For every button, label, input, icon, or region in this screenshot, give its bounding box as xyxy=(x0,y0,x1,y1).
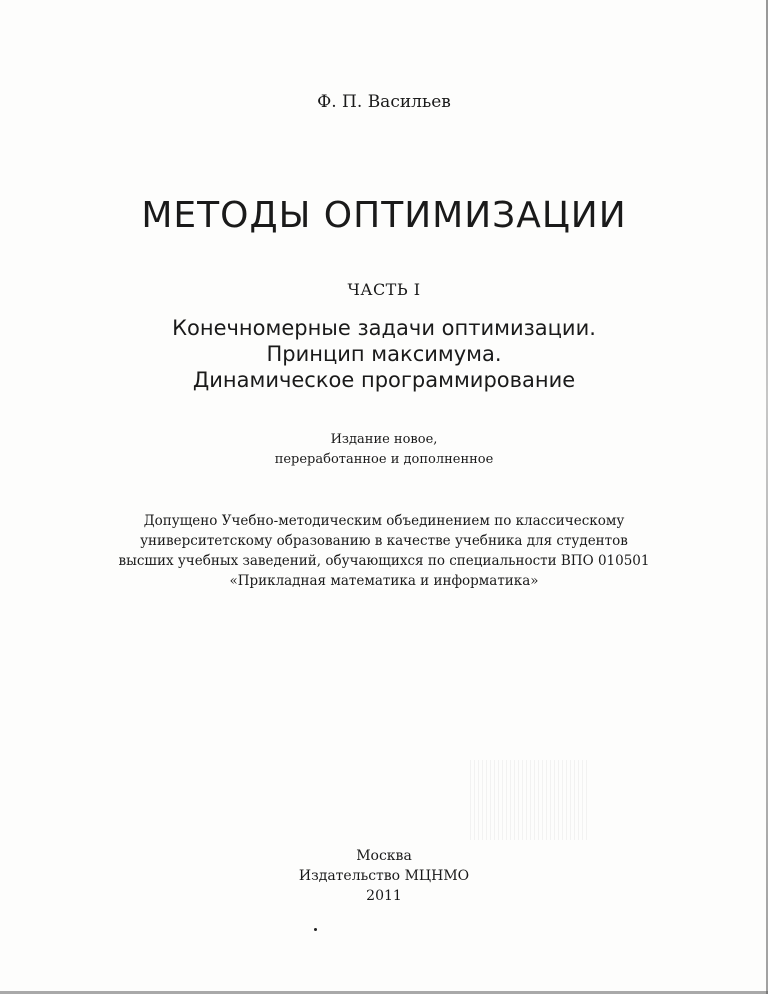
approval-line-2: университетскому образованию в качестве учебника для студентов xyxy=(140,533,628,549)
approval-line-3: высших учебных заведений, обучающихся по специальности ВПО 010501 xyxy=(118,553,650,569)
author-name: Ф. П. Васильев xyxy=(317,92,451,112)
subtitle-line-1: Конечномерные задачи оптимизации. xyxy=(172,316,596,340)
imprint-publisher: Издательство МЦНМО xyxy=(298,868,470,884)
book-title: МЕТОДЫ ОПТИМИЗАЦИИ xyxy=(141,195,627,236)
edition-line-2: переработанное и дополненное xyxy=(274,452,494,467)
scan-noise xyxy=(470,760,590,840)
edition-line-1: Издание новое, xyxy=(330,432,438,447)
imprint-year: 2011 xyxy=(366,888,402,904)
part-label: ЧАСТЬ I xyxy=(347,280,421,299)
imprint-city: Москва xyxy=(356,848,412,864)
approval-line-1: Допущено Учебно-методическим объединением по классическому xyxy=(143,513,625,529)
approval-line-4: «Прикладная математика и информатика» xyxy=(229,573,539,589)
subtitle-line-3: Динамическое программирование xyxy=(192,368,576,392)
subtitle-line-2: Принцип максимума. xyxy=(266,342,502,366)
stray-dot xyxy=(314,928,317,931)
